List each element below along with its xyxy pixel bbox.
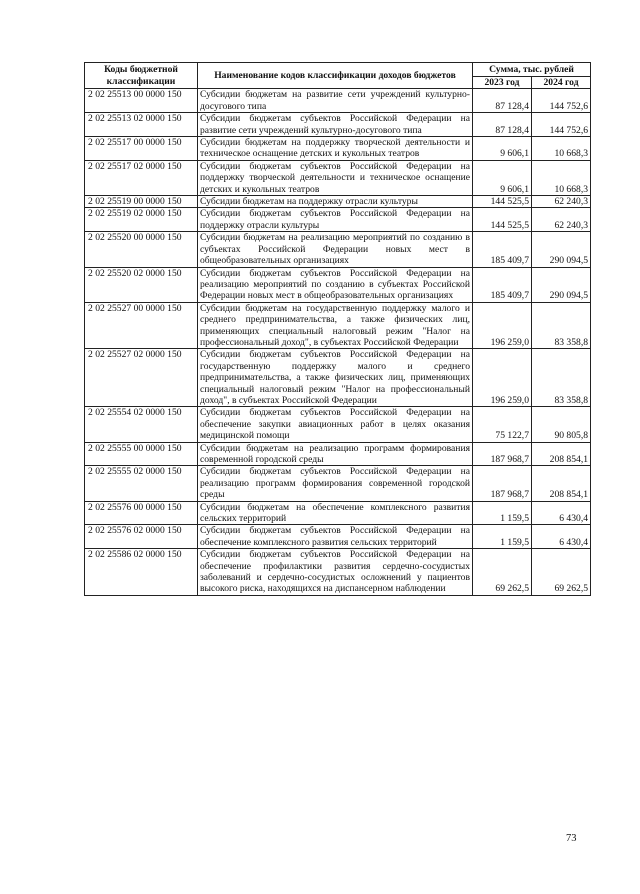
row-name: Субсидии бюджетам субъектов Российской Федерации на поддержку отрасли культуры [198,208,473,232]
row-name: Субсидии бюджетам субъектов Российской Федерации на обеспечение профилактики развития сердечно-сосудистых заболеваний и сердечно-сосудистых осложнений у пациентов высокого риска, находящихся на диспансерном наблюдении [198,549,473,596]
table-row [85,89,591,113]
table-row [85,525,591,549]
row-name: Субсидии бюджетам субъектов Российской Федерации на обеспечение комплексного развития сельских территорий [198,525,473,549]
table-row [85,442,591,466]
row-name: Субсидии бюджетам субъектов Российской Федерации на реализацию мероприятий по созданию в субъектах Российской Федерации новых мест в общеобразовательных организациях [198,267,473,302]
table-row [85,160,591,195]
table-row [85,302,591,349]
row-name: Субсидии бюджетам субъектов Российской Федерации на развитие сети учреждений культурно-досугового типа [198,113,473,137]
table-row [85,208,591,232]
row-name: Субсидии бюджетам на поддержку отрасли культуры [198,196,473,208]
row-name: Субсидии бюджетам субъектов Российской Федерации на государственную поддержку малого и среднего предпринимательства, а также физических лиц, применяющих специальный налоговый режим "Налог на профессиональный доход", в субъектах Российской Федерации [198,349,473,407]
row-value-2023: 87 128,4 [473,89,532,113]
row-code: 2 02 25520 02 0000 150 [85,267,198,302]
table-row [85,113,591,137]
row-name: Субсидии бюджетам на реализацию мероприятий по созданию в субъектах Российской Федерации новых мест в общеобразовательных организациях [198,232,473,267]
row-code: 2 02 25517 02 0000 150 [85,160,198,195]
table-row [85,407,591,442]
row-name: Субсидии бюджетам на развитие сети учреждений культурно-досугового типа [198,89,473,113]
row-value-2023: 196 259,0 [473,349,532,407]
row-name: Субсидии бюджетам субъектов Российской Федерации на поддержку творческой деятельности и техническое оснащение детских и кукольных театров [198,160,473,195]
row-value-2024: 144 752,6 [532,89,591,113]
row-name: Субсидии бюджетам на государственную поддержку малого и среднего предпринимательства, а также физических лиц, применяющих специальный налоговый режим "Налог на профессиональный доход", в субъектах Российской Федерации [198,302,473,349]
row-code: 2 02 25520 00 0000 150 [85,232,198,267]
row-value-2024: 10 668,3 [532,160,591,195]
row-code: 2 02 25576 02 0000 150 [85,525,198,549]
row-value-2023: 196 259,0 [473,302,532,349]
row-value-2024: 10 668,3 [532,137,591,161]
row-value-2024: 83 358,8 [532,349,591,407]
table-row [85,196,591,208]
row-value-2024: 83 358,8 [532,302,591,349]
page-number: 73 [566,833,577,844]
budget-table [84,62,591,596]
row-value-2023: 185 409,7 [473,267,532,302]
row-name: Субсидии бюджетам на обеспечение комплексного развития сельских территорий [198,501,473,525]
header-sum: Сумма, тыс. рублей [473,63,591,77]
row-value-2023: 87 128,4 [473,113,532,137]
table-row [85,137,591,161]
table-row [85,501,591,525]
row-name: Субсидии бюджетам на поддержку творческой деятельности и техническое оснащение детских и кукольных театров [198,137,473,161]
row-value-2023: 187 968,7 [473,442,532,466]
row-code: 2 02 25576 00 0000 150 [85,501,198,525]
row-name: Субсидии бюджетам субъектов Российской Федерации на обеспечение закупки авиационных работ в целях оказания медицинской помощи [198,407,473,442]
row-value-2023: 9 606,1 [473,160,532,195]
table-row [85,466,591,501]
row-value-2024: 208 854,1 [532,466,591,501]
row-value-2023: 185 409,7 [473,232,532,267]
row-value-2024: 144 752,6 [532,113,591,137]
row-name: Субсидии бюджетам субъектов Российской Федерации на реализацию программ формирования современной городской среды [198,466,473,501]
row-code: 2 02 25513 02 0000 150 [85,113,198,137]
row-code: 2 02 25555 02 0000 150 [85,466,198,501]
row-name: Субсидии бюджетам на реализацию программ формирования современной городской среды [198,442,473,466]
row-value-2024: 69 262,5 [532,549,591,596]
row-value-2023: 75 122,7 [473,407,532,442]
row-value-2023: 187 968,7 [473,466,532,501]
row-value-2023: 144 525,5 [473,196,532,208]
header-2024: 2024 год [532,77,591,89]
table-row [85,349,591,407]
row-value-2024: 62 240,3 [532,208,591,232]
row-value-2024: 290 094,5 [532,232,591,267]
header-code: Коды бюджетной классификации [85,63,198,89]
row-code: 2 02 25517 00 0000 150 [85,137,198,161]
row-code: 2 02 25555 00 0000 150 [85,442,198,466]
row-code: 2 02 25519 00 0000 150 [85,196,198,208]
row-value-2024: 6 430,4 [532,501,591,525]
row-code: 2 02 25513 00 0000 150 [85,89,198,113]
row-code: 2 02 25519 02 0000 150 [85,208,198,232]
row-value-2024: 90 805,8 [532,407,591,442]
header-name: Наименование кодов классификации доходов бюджетов [198,63,473,89]
table-row [85,232,591,267]
row-value-2023: 69 262,5 [473,549,532,596]
row-code: 2 02 25586 02 0000 150 [85,549,198,596]
document-page [84,62,590,596]
row-value-2024: 208 854,1 [532,442,591,466]
row-code: 2 02 25527 02 0000 150 [85,349,198,407]
header-2023: 2023 год [473,77,532,89]
row-value-2023: 1 159,5 [473,501,532,525]
row-value-2023: 1 159,5 [473,525,532,549]
row-code: 2 02 25527 00 0000 150 [85,302,198,349]
row-value-2024: 62 240,3 [532,196,591,208]
row-value-2023: 144 525,5 [473,208,532,232]
row-value-2024: 6 430,4 [532,525,591,549]
table-row [85,549,591,596]
row-value-2023: 9 606,1 [473,137,532,161]
row-value-2024: 290 094,5 [532,267,591,302]
row-code: 2 02 25554 02 0000 150 [85,407,198,442]
table-row [85,267,591,302]
